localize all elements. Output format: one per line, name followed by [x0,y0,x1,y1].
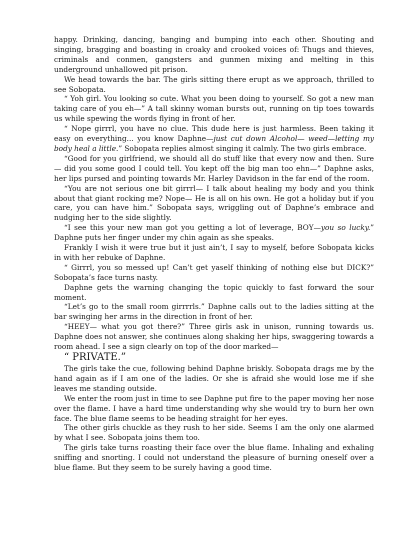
body-paragraph [54,223,374,243]
body-paragraph [54,184,374,224]
text-run: The girls take turns roasting their face over the blue flame. Inhaling and exhaling sniffing and snorting. I could not understand the pleasure of burning oneself over a blue flame. But they seem to be surely having a good time. [54,443,374,473]
body-paragraph [54,263,374,283]
text-run: “ Nope girrrl, you have no clue. This dude here is just harmless. Been taking it easy on everything... you know Daphne— [54,124,374,144]
text-run: happy. Drinking, dancing, banging and bumping into each other. Shouting and singing, bragging and boasting in croaky and crooked voices of: Thugs and thieves, criminals and conmen, gangsters and gunmen mixing and melting in this underground unhallowed pit prison. [54,35,374,74]
text-run: We enter the room just in time to see Daphne put fire to the paper moving her nose over the flame. I have a hard time understanding why she would try to burn her own face. The blue flame seems to be heading straight for her eyes. [54,393,374,423]
text-run: Daphne gets the warning changing the topic quickly to fast forward the sour moment. [54,282,374,302]
body-paragraph [54,94,374,124]
text-run: “ PRIVATE.” [64,352,126,363]
body-paragraph [54,394,374,424]
text-run: “ Girrrl, you so messed up! Can’t get yaself thinking of nothing else but DICK?” Sobopata’s face turns nasty. [54,262,374,282]
text-run: ” Daphne puts her finger under my chin again as she speaks. [54,223,374,243]
body-paragraph [54,243,374,263]
text-run: The girls take the cue, following behind Daphne briskly. Sobopata drags me by the hand again as if I am one of the ladies. Or she is afraid she would lose me if she leaves me standing outside. [54,364,374,393]
body-paragraph [54,35,374,75]
text-run: Frankly I wish it were true but it just ain’t, I say to myself, before Sobopata kicks in with her rebuke of Daphne. [54,243,374,262]
italic-text: you so lucky. [320,223,371,233]
body-paragraph [54,364,374,394]
text-run: The other girls chuckle as they rush to her side. Seems I am the only one alarmed by what I see. Sobopata joins them too. [54,423,374,443]
text-run: “ Yoh girl. You looking so cute. What you been doing to yourself. So got a new man taking care of you eh—” A tall skinny woman bursts out, running on tip toes towards us while spewing the words flying in front of her. [54,94,374,124]
text-run: “I see this your new man got you getting a lot of leverage, BOY— [64,223,321,233]
body-paragraph [54,302,374,322]
text-run: We head towards the bar. The girls sitting there erupt as we approach, thrilled to see Sobopata. [54,74,374,94]
sign-text [54,352,374,364]
body-paragraph [54,423,374,443]
body-paragraph [54,322,374,352]
text-run: “Let’s go to the small room girrrrls.” Daphne calls out to the ladies sitting at the bar swinging her arms in the direction in front of her. [54,302,374,322]
text-run: “You are not serious one bit girrrl— I talk about healing my body and you think about that giant rocking me? Nope— He is all on his own. He got a holiday but if you care, you can have him.” Sobopata says, wriggling out of Daphne’s embrace and nudging her to the side slightly. [54,183,374,223]
text-run: “Good for you girlfriend, we should all do stuff like that every now and then. Sure— did you some good I could tell. You kept off the big man too ehn—” Daphne asks, her lips pursed and pointing towards Mr. Harley Davidson in the far end of the room. [54,153,374,183]
body-paragraph [54,124,374,154]
body-paragraph [54,443,374,473]
italic-text: just cut down Alcohol— weed—letting my body heal a little. [54,134,374,153]
body-paragraph [54,283,374,303]
text-run: “HEEY— what you got there?” Three girls ask in unison, running towards us. Daphne does not answer, she continues along shaking her hips, swaggering towards a room ahead. I see a sign clearly on top of the door marked— [54,322,374,352]
body-paragraph [54,75,374,95]
body-paragraph [54,154,374,184]
text-run: ” Sobopata replies almost singing it calmly. The two girls embrace. [118,143,367,153]
